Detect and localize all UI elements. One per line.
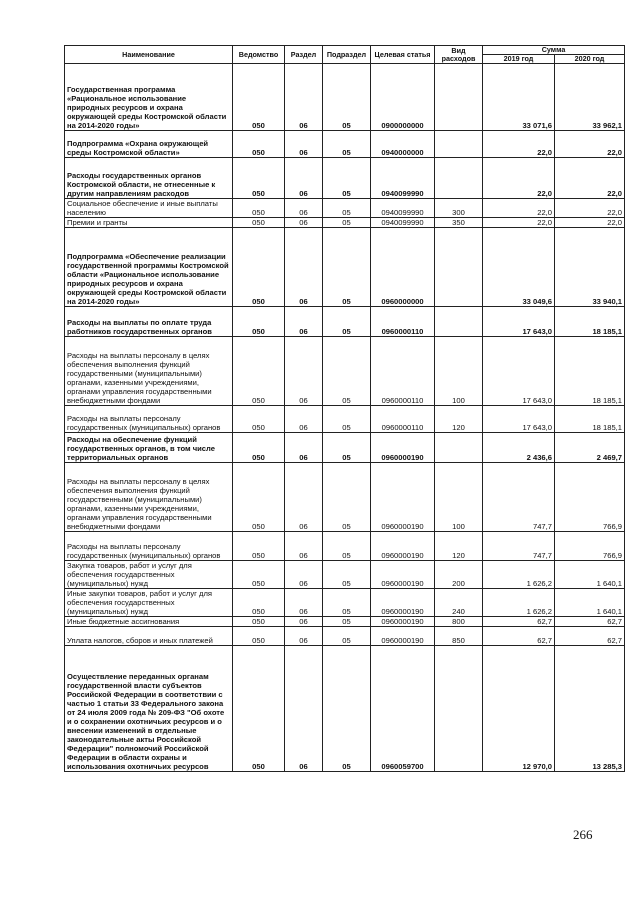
header-expense-type: Вид расходов (435, 46, 483, 64)
cell-subsection: 05 (323, 646, 371, 772)
cell-section: 06 (285, 218, 323, 228)
cell-subsection: 05 (323, 463, 371, 532)
cell-department: 050 (233, 627, 285, 646)
cell-department: 050 (233, 131, 285, 158)
cell-expense-type (435, 433, 483, 463)
cell-department: 050 (233, 64, 285, 131)
cell-target-article: 0960000190 (371, 532, 435, 561)
cell-department: 050 (233, 617, 285, 627)
cell-target-article: 0960000110 (371, 406, 435, 433)
cell-name: Расходы на выплаты персоналу государственных (муниципальных) органов (65, 532, 233, 561)
cell-sum-2020: 2 469,7 (555, 433, 625, 463)
cell-sum-2019: 62,7 (483, 617, 555, 627)
header-sum: Сумма (483, 46, 625, 55)
cell-section: 06 (285, 433, 323, 463)
cell-name: Иные закупки товаров, работ и услуг для обеспечения государственных (муниципальных) нужд (65, 589, 233, 617)
cell-target-article: 0940000000 (371, 131, 435, 158)
header-section: Раздел (285, 46, 323, 64)
cell-target-article: 0960000000 (371, 228, 435, 307)
cell-name: Расходы государственных органов Костромской области, не отнесенные к другим направлениям расходов (65, 158, 233, 199)
cell-subsection: 05 (323, 532, 371, 561)
cell-expense-type: 300 (435, 199, 483, 218)
table-row (65, 131, 625, 158)
cell-sum-2020: 22,0 (555, 218, 625, 228)
cell-target-article: 0960000190 (371, 463, 435, 532)
cell-section: 06 (285, 131, 323, 158)
header-department: Ведомство (233, 46, 285, 64)
cell-target-article: 0940099990 (371, 158, 435, 199)
table-row (65, 337, 625, 406)
cell-department: 050 (233, 307, 285, 337)
cell-sum-2019: 22,0 (483, 199, 555, 218)
cell-sum-2020: 22,0 (555, 158, 625, 199)
cell-subsection: 05 (323, 64, 371, 131)
cell-subsection: 05 (323, 561, 371, 589)
cell-target-article: 0900000000 (371, 64, 435, 131)
cell-target-article: 0960059700 (371, 646, 435, 772)
cell-subsection: 05 (323, 131, 371, 158)
cell-sum-2019: 33 071,6 (483, 64, 555, 131)
cell-expense-type: 240 (435, 589, 483, 617)
cell-target-article: 0960000110 (371, 307, 435, 337)
cell-expense-type (435, 64, 483, 131)
table-row (65, 307, 625, 337)
cell-sum-2019: 22,0 (483, 218, 555, 228)
cell-department: 050 (233, 589, 285, 617)
cell-sum-2020: 33 962,1 (555, 64, 625, 131)
table-row (65, 561, 625, 589)
table-row (65, 199, 625, 218)
cell-subsection: 05 (323, 199, 371, 218)
cell-department: 050 (233, 158, 285, 199)
cell-expense-type (435, 307, 483, 337)
cell-sum-2019: 12 970,0 (483, 646, 555, 772)
cell-sum-2019: 747,7 (483, 532, 555, 561)
cell-section: 06 (285, 627, 323, 646)
cell-sum-2020: 766,9 (555, 532, 625, 561)
header-year-2019: 2019 год (483, 55, 555, 64)
cell-name: Расходы на выплаты персоналу государственных (муниципальных) органов (65, 406, 233, 433)
table-header (65, 46, 625, 64)
cell-sum-2020: 22,0 (555, 131, 625, 158)
cell-target-article: 0960000190 (371, 433, 435, 463)
cell-department: 050 (233, 406, 285, 433)
cell-expense-type: 100 (435, 337, 483, 406)
cell-expense-type: 120 (435, 406, 483, 433)
cell-sum-2019: 747,7 (483, 463, 555, 532)
cell-subsection: 05 (323, 228, 371, 307)
cell-target-article: 0960000190 (371, 561, 435, 589)
table-row (65, 406, 625, 433)
table-row (65, 617, 625, 627)
cell-target-article: 0940099990 (371, 199, 435, 218)
cell-sum-2020: 766,9 (555, 463, 625, 532)
cell-subsection: 05 (323, 627, 371, 646)
cell-expense-type (435, 646, 483, 772)
cell-name: Премии и гранты (65, 218, 233, 228)
cell-sum-2019: 17 643,0 (483, 337, 555, 406)
cell-sum-2020: 22,0 (555, 199, 625, 218)
cell-sum-2020: 13 285,3 (555, 646, 625, 772)
cell-section: 06 (285, 532, 323, 561)
cell-sum-2020: 62,7 (555, 627, 625, 646)
cell-name: Подпрограмма «Обеспечение реализации государственной программы Костромской области «Рациональное использование природных ресурсов и охрана окружающей среды Костромской области на 2014-2020 годы» (65, 228, 233, 307)
cell-sum-2020: 62,7 (555, 617, 625, 627)
cell-subsection: 05 (323, 617, 371, 627)
cell-subsection: 05 (323, 406, 371, 433)
cell-name: Государственная программа «Рациональное использование природных ресурсов и охрана окружающей среды Костромской области на 2014-2020 годы» (65, 64, 233, 131)
table-row (65, 218, 625, 228)
cell-subsection: 05 (323, 433, 371, 463)
table-row (65, 463, 625, 532)
cell-name: Расходы на выплаты персоналу в целях обеспечения выполнения функций государственными (муниципальными) органами, казенными учреждениями, органами управления государственными внебюджетными фондами (65, 337, 233, 406)
table-body (65, 64, 625, 772)
cell-section: 06 (285, 307, 323, 337)
cell-section: 06 (285, 463, 323, 532)
cell-department: 050 (233, 228, 285, 307)
page-number: 266 (573, 827, 593, 842)
cell-sum-2020: 18 185,1 (555, 337, 625, 406)
cell-expense-type: 850 (435, 627, 483, 646)
cell-sum-2019: 33 049,6 (483, 228, 555, 307)
cell-name: Подпрограмма «Охрана окружающей среды Костромской области» (65, 131, 233, 158)
cell-name: Осуществление переданных органам государственной власти субъектов Российской Федерации в соответствии с частью 1 статьи 33 Федерального закона от 24 июля 2009 года № 209-ФЗ "Об охоте и о сохранении охотничьих ресурсов и о внесении изменений в отдельные законодательные акты Российской Федерации" полномочий Российской Федерации в области охраны и использования охотничьих ресурсов (65, 646, 233, 772)
cell-target-article: 0960000190 (371, 627, 435, 646)
cell-expense-type: 120 (435, 532, 483, 561)
cell-sum-2019: 62,7 (483, 627, 555, 646)
cell-department: 050 (233, 199, 285, 218)
cell-name: Расходы на выплаты по оплате труда работников государственных органов (65, 307, 233, 337)
budget-table (64, 45, 625, 772)
table-row (65, 64, 625, 131)
header-year-2020: 2020 год (555, 55, 625, 64)
cell-sum-2020: 18 185,1 (555, 406, 625, 433)
table-row (65, 589, 625, 617)
table-row (65, 433, 625, 463)
cell-section: 06 (285, 158, 323, 199)
cell-subsection: 05 (323, 307, 371, 337)
table-row (65, 228, 625, 307)
cell-sum-2019: 2 436,6 (483, 433, 555, 463)
cell-section: 06 (285, 561, 323, 589)
cell-target-article: 0960000190 (371, 617, 435, 627)
cell-sum-2019: 17 643,0 (483, 406, 555, 433)
cell-expense-type: 350 (435, 218, 483, 228)
cell-expense-type: 200 (435, 561, 483, 589)
cell-department: 050 (233, 561, 285, 589)
cell-section: 06 (285, 228, 323, 307)
cell-subsection: 05 (323, 589, 371, 617)
table-row (65, 532, 625, 561)
cell-department: 050 (233, 532, 285, 561)
header-name: Наименование (65, 46, 233, 64)
cell-department: 050 (233, 218, 285, 228)
table-row (65, 158, 625, 199)
cell-sum-2019: 1 626,2 (483, 589, 555, 617)
cell-section: 06 (285, 617, 323, 627)
cell-sum-2019: 22,0 (483, 131, 555, 158)
cell-sum-2019: 1 626,2 (483, 561, 555, 589)
cell-section: 06 (285, 646, 323, 772)
table-row (65, 646, 625, 772)
cell-sum-2020: 1 640,1 (555, 589, 625, 617)
cell-department: 050 (233, 463, 285, 532)
cell-section: 06 (285, 199, 323, 218)
cell-sum-2020: 33 940,1 (555, 228, 625, 307)
cell-sum-2020: 1 640,1 (555, 561, 625, 589)
cell-expense-type (435, 158, 483, 199)
cell-sum-2020: 18 185,1 (555, 307, 625, 337)
cell-subsection: 05 (323, 218, 371, 228)
cell-name: Иные бюджетные ассигнования (65, 617, 233, 627)
cell-sum-2019: 22,0 (483, 158, 555, 199)
cell-sum-2019: 17 643,0 (483, 307, 555, 337)
cell-subsection: 05 (323, 158, 371, 199)
cell-name: Расходы на обеспечение функций государственных органов, в том числе территориальных органов (65, 433, 233, 463)
header-target-article: Целевая статья (371, 46, 435, 64)
cell-name: Уплата налогов, сборов и иных платежей (65, 627, 233, 646)
cell-department: 050 (233, 433, 285, 463)
cell-target-article: 0960000110 (371, 337, 435, 406)
cell-section: 06 (285, 589, 323, 617)
cell-target-article: 0960000190 (371, 589, 435, 617)
cell-section: 06 (285, 337, 323, 406)
cell-section: 06 (285, 64, 323, 131)
cell-subsection: 05 (323, 337, 371, 406)
header-subsection: Подраздел (323, 46, 371, 64)
table-row (65, 627, 625, 646)
cell-expense-type: 800 (435, 617, 483, 627)
cell-expense-type (435, 131, 483, 158)
cell-target-article: 0940099990 (371, 218, 435, 228)
cell-expense-type: 100 (435, 463, 483, 532)
cell-name: Социальное обеспечение и иные выплаты населению (65, 199, 233, 218)
cell-expense-type (435, 228, 483, 307)
cell-section: 06 (285, 406, 323, 433)
cell-department: 050 (233, 337, 285, 406)
cell-department: 050 (233, 646, 285, 772)
cell-name: Закупка товаров, работ и услуг для обеспечения государственных (муниципальных) нужд (65, 561, 233, 589)
cell-name: Расходы на выплаты персоналу в целях обеспечения выполнения функций государственными (муниципальными) органами, казенными учреждениями, органами управления государственными внебюджетными фондами (65, 463, 233, 532)
